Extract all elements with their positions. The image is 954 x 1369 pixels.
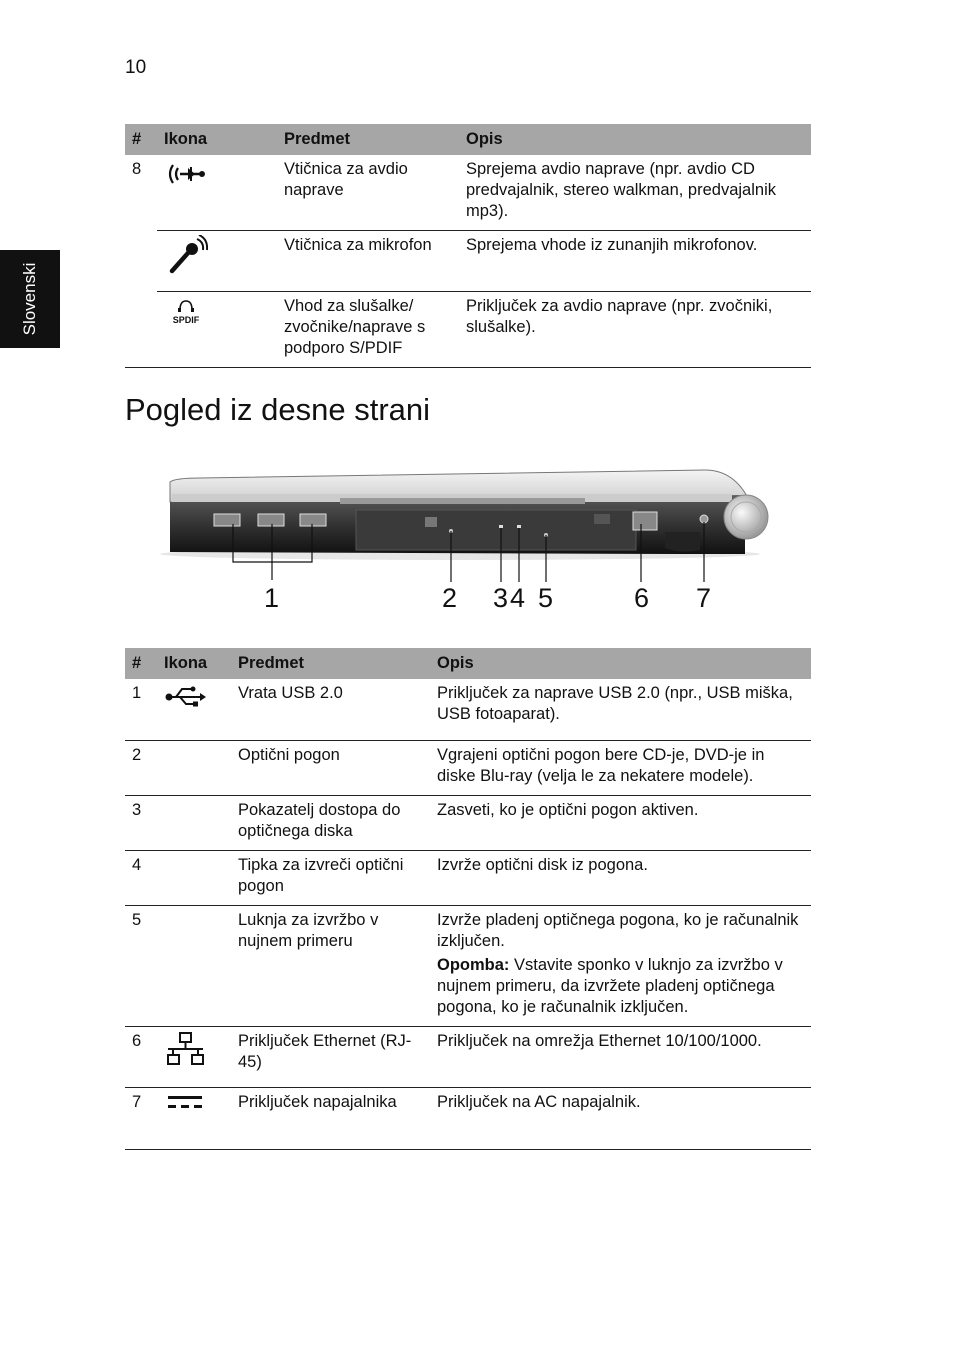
row-item: Pokazatelj dostopa do optičnega diska bbox=[231, 795, 430, 850]
row-num: 6 bbox=[125, 1026, 157, 1087]
row-item: Vrata USB 2.0 bbox=[231, 679, 430, 740]
table-header-row bbox=[125, 124, 811, 155]
language-tab bbox=[0, 250, 60, 348]
table-row bbox=[125, 850, 811, 905]
row-num: 1 bbox=[125, 679, 157, 740]
audio-in-icon bbox=[157, 155, 277, 231]
table-row bbox=[125, 1026, 811, 1087]
table-row bbox=[125, 292, 811, 368]
row-num: 5 bbox=[125, 905, 157, 1026]
row-note bbox=[437, 955, 805, 1018]
row-item: Priključek napajalnika bbox=[231, 1087, 430, 1149]
header-icon: Ikona bbox=[157, 648, 231, 679]
row-num: 3 bbox=[125, 795, 157, 850]
callout-6: 6 bbox=[634, 583, 650, 613]
callout-4: 4 bbox=[510, 583, 526, 613]
callout-7: 7 bbox=[696, 583, 712, 613]
row-desc: Zasveti, ko je optični pogon aktiven. bbox=[430, 795, 811, 850]
callout-2: 2 bbox=[442, 583, 458, 613]
header-item: Predmet bbox=[231, 648, 430, 679]
microphone-icon bbox=[157, 231, 277, 292]
row-desc: Izvrže pladenj optičnega pogona, ko je računalnik izključen. bbox=[437, 910, 799, 950]
row-desc-cell bbox=[430, 905, 811, 1026]
row-icon bbox=[157, 795, 231, 850]
table-row bbox=[125, 679, 811, 740]
spdif-icon-text: SPDIF bbox=[172, 315, 200, 325]
row-desc: Vgrajeni optični pogon bere CD-je, DVD-je in diske Blu-ray (velja le za nekatere modele). bbox=[430, 740, 811, 795]
table-row bbox=[125, 1087, 811, 1149]
row-item: Vhod za slušalke/ zvočnike/naprave s podporo S/PDIF bbox=[277, 292, 459, 368]
table-header-row bbox=[125, 648, 811, 679]
row-item: Vtičnica za avdio naprave bbox=[277, 155, 459, 231]
callout-1: 1 bbox=[264, 583, 280, 613]
page-number: 10 bbox=[125, 57, 147, 78]
row-desc: Izvrže optični disk iz pogona. bbox=[430, 850, 811, 905]
row-item: Optični pogon bbox=[231, 740, 430, 795]
row-desc: Priključek na omrežja Ethernet 10/100/1000. bbox=[430, 1026, 811, 1087]
row-desc: Priključek za avdio naprave (npr. zvočniki, slušalke). bbox=[459, 292, 811, 368]
table-row bbox=[125, 795, 811, 850]
ethernet-icon bbox=[157, 1026, 231, 1087]
right-side-ports-table bbox=[125, 648, 811, 1150]
row-desc: Sprejema avdio naprave (npr. avdio CD predvajalnik, stereo walkman, predvajalnik mp3). bbox=[459, 155, 811, 231]
row-item: Vtičnica za mikrofon bbox=[277, 231, 459, 292]
header-icon: Ikona bbox=[157, 124, 277, 155]
row-num: 2 bbox=[125, 740, 157, 795]
row-num: 7 bbox=[125, 1087, 157, 1149]
header-num: # bbox=[125, 648, 157, 679]
header-item: Predmet bbox=[277, 124, 459, 155]
table-row bbox=[125, 155, 811, 231]
laptop-right-side-figure bbox=[160, 462, 780, 622]
row-desc: Priključek na AC napajalnik. bbox=[430, 1087, 811, 1149]
row-desc: Sprejema vhode iz zunanjih mikrofonov. bbox=[459, 231, 811, 292]
row-num: 8 bbox=[132, 160, 142, 178]
row-icon bbox=[157, 850, 231, 905]
table-row bbox=[125, 231, 811, 292]
callout-5: 5 bbox=[538, 583, 554, 613]
row-item: Priključek Ethernet (RJ-45) bbox=[231, 1026, 430, 1087]
note-text: Vstavite sponko v luknjo za izvržbo v nujnem primeru, da izvržete pladenj optičnega pogona, ko je računalnik izključen. bbox=[437, 955, 783, 1016]
header-num: # bbox=[125, 124, 157, 155]
table-row bbox=[125, 740, 811, 795]
note-label: Opomba: bbox=[437, 955, 510, 974]
section-title: Pogled iz desne strani bbox=[125, 392, 431, 427]
header-desc: Opis bbox=[459, 124, 811, 155]
row-item: Tipka za izvreči optični pogon bbox=[231, 850, 430, 905]
row-icon bbox=[157, 905, 231, 1026]
row-num bbox=[125, 292, 157, 368]
row-num bbox=[125, 231, 157, 292]
row-icon bbox=[157, 740, 231, 795]
row-num: 4 bbox=[125, 850, 157, 905]
header-desc: Opis bbox=[430, 648, 811, 679]
usb-icon bbox=[157, 679, 231, 740]
headphone-spdif-icon bbox=[157, 292, 277, 368]
dc-in-icon bbox=[157, 1087, 231, 1149]
row-item: Luknja za izvržbo v nujnem primeru bbox=[231, 905, 430, 1026]
language-tab-label: Slovenski bbox=[20, 262, 39, 336]
row-desc: Priključek za naprave USB 2.0 (npr., USB miška, USB fotoaparat). bbox=[430, 679, 811, 740]
table-row bbox=[125, 905, 811, 1026]
audio-ports-table bbox=[125, 124, 811, 368]
callout-3: 3 bbox=[493, 583, 509, 613]
